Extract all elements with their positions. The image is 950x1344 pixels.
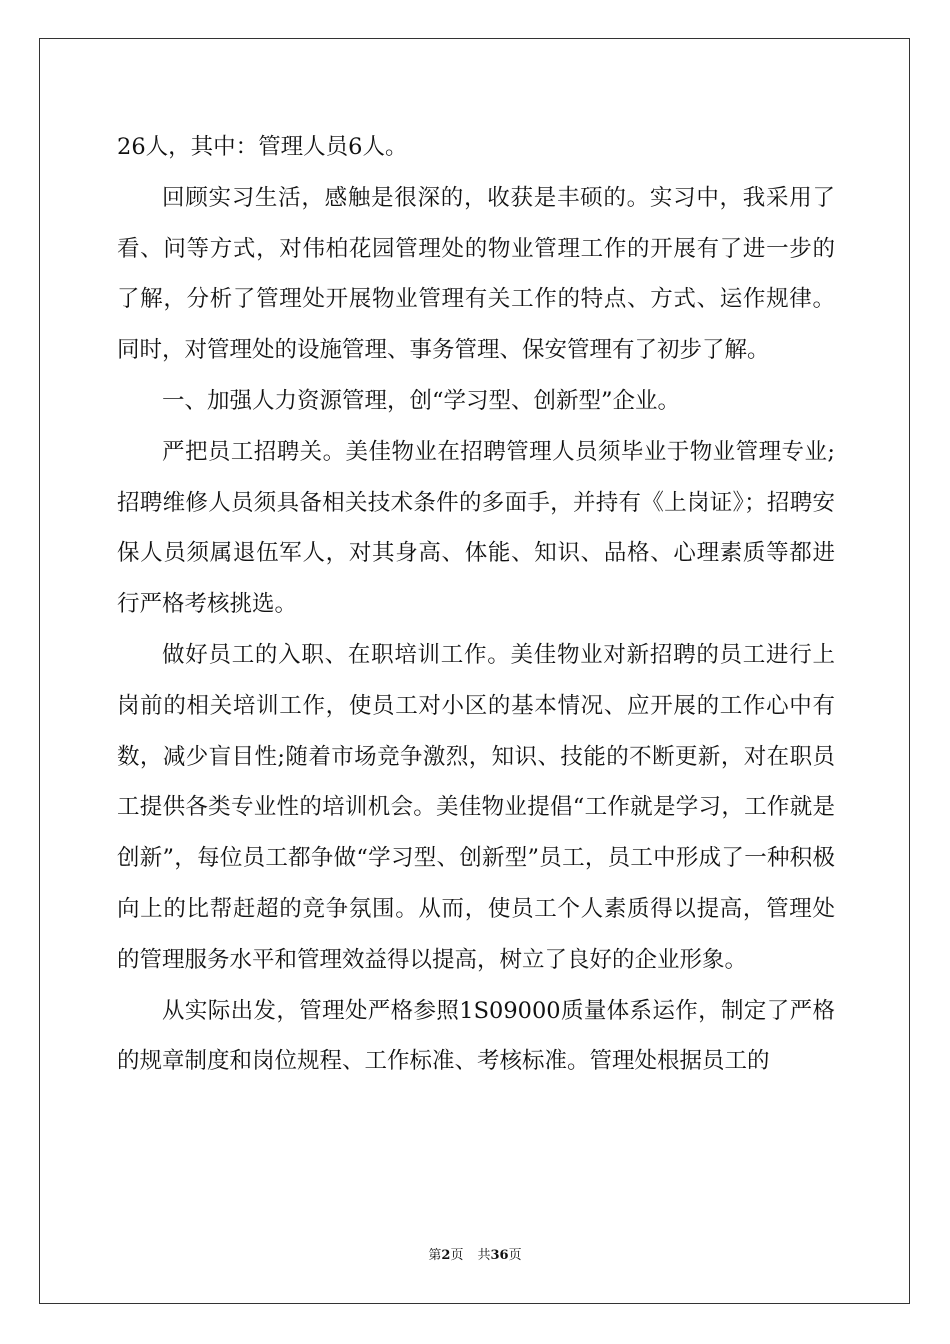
footer-page-suffix: 页 bbox=[450, 1248, 464, 1263]
footer-total-number: 36 bbox=[490, 1248, 509, 1263]
page-footer bbox=[0, 1246, 950, 1266]
footer-page-number: 2 bbox=[441, 1248, 451, 1263]
paragraph-iso-system: 从实际出发，管理处严格参照1S09000质量体系运作，制定了严格的规章制度和岗位规程、工作标准、考核标准。管理处根据员工的 bbox=[117, 997, 835, 1075]
footer-total-prefix: 共 bbox=[477, 1248, 491, 1263]
paragraph-continuation: 26人，其中：管理人员6人。 bbox=[117, 134, 408, 160]
document-body bbox=[117, 122, 835, 1087]
section-heading-hr-management: 一、加强人力资源管理，创“学习型、创新型”企业。 bbox=[162, 387, 681, 414]
paragraph-training: 做好员工的入职、在职培训工作。美佳物业对新招聘的员工进行上岗前的相关培训工作，使员工对小区的基本情况、应开展的工作心中有数，减少盲目性;随着市场竞争激烈，知识、技能的不断更新，对在职员工提供各类专业性的培训机会。美佳物业提倡“工作就是学习，工作就是创新”，每位员工都争做“学习型、创新型”员工，员工中形成了一种积极向上的比帮赶超的竞争氛围。从而，使员工个人素质得以提高，管理处的管理服务水平和管理效益得以提高，树立了良好的企业形象。 bbox=[117, 641, 835, 973]
paragraph-internship-review: 回顾实习生活，感触是很深的，收获是丰硕的。实习中，我采用了看、问等方式，对伟柏花园管理处的物业管理工作的开展有了进一步的了解，分析了管理处开展物业管理有关工作的特点、方式、运作规律。同时，对管理处的设施管理、事务管理、保安管理有了初步了解。 bbox=[117, 184, 835, 364]
paragraph-recruitment: 严把员工招聘关。美佳物业在招聘管理人员须毕业于物业管理专业;招聘维修人员须具备相关技术条件的多面手，并持有《上岗证》；招聘安保人员须属退伍军人，对其身高、体能、知识、品格、心理素质等都进行严格考核挑选。 bbox=[117, 438, 835, 618]
footer-page-prefix: 第 bbox=[428, 1248, 442, 1263]
footer-total-suffix: 页 bbox=[508, 1248, 522, 1263]
